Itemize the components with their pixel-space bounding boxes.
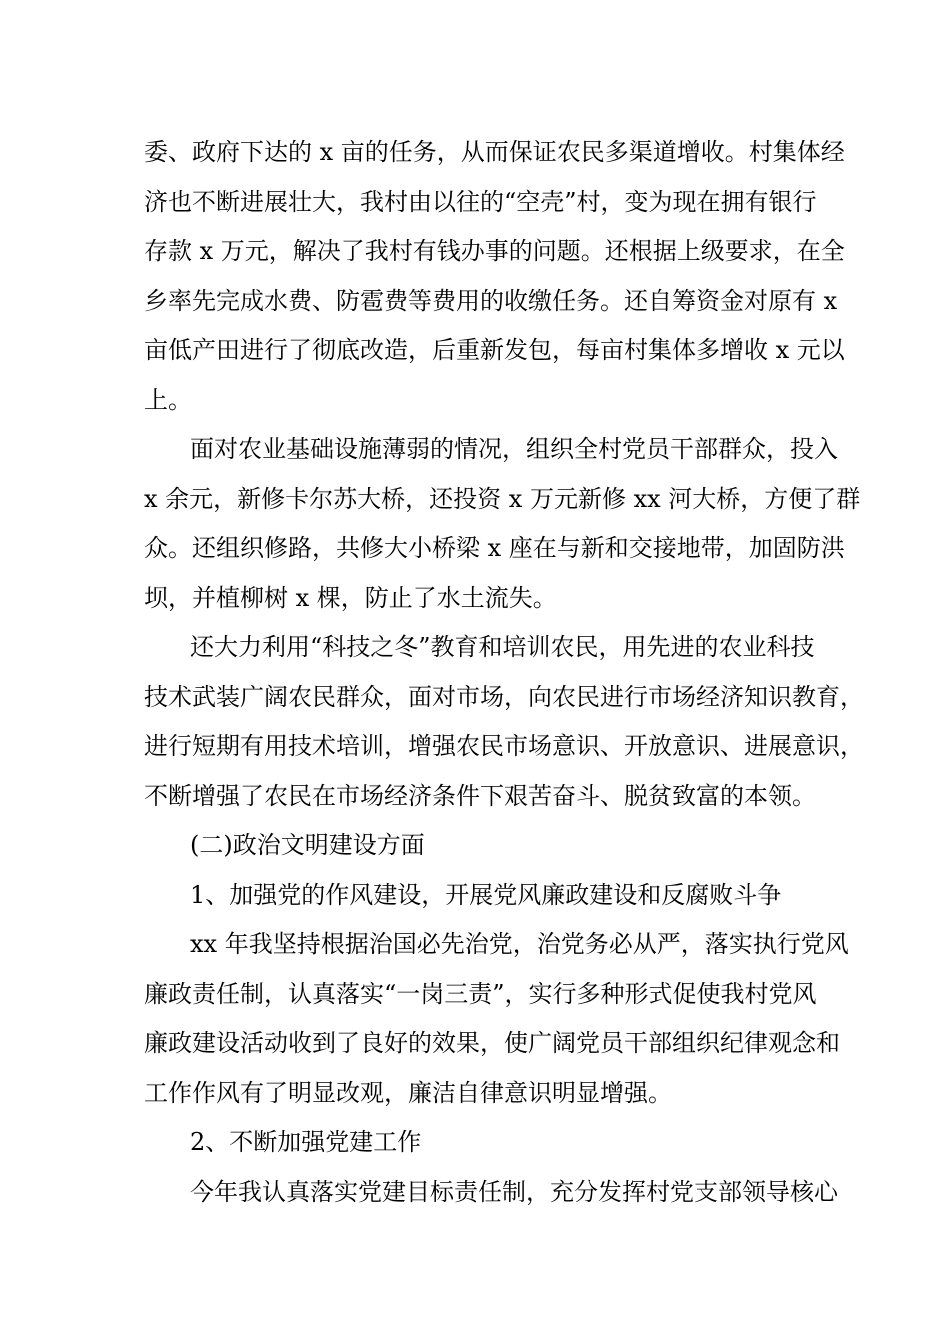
text-line: 亩低产田进行了彻底改造，后重新发包，每亩村集体多增收 x 元以 <box>144 336 845 364</box>
text-line: 上。 <box>144 385 192 414</box>
text-line: xx 年我坚持根据治国必先治党，治党务必从严，落实执行党风 <box>190 930 849 958</box>
text-line: x 余元，新修卡尔苏大桥，还投资 x 万元新修 xx 河大桥，方便了群 <box>144 484 861 513</box>
document-body <box>144 128 864 1217</box>
text-line: 乡率先完成水费、防雹费等费用的收缴任务。还自筹资金对原有 x <box>144 286 838 315</box>
text-line: 工作作风有了明显改观，廉洁自律意识明显增强。 <box>144 1078 672 1107</box>
text-line: 坝，并植柳树 x 棵，防止了水土流失。 <box>144 583 557 612</box>
text-line: 众。还组织修路，共修大小桥梁 x 座在与新和交接地带，加固防洪 <box>144 534 845 562</box>
text-line: 还大力利用“科技之冬”教育和培训农民，用先进的农业科技 <box>190 633 815 661</box>
text-line: 委、政府下达的 x 亩的任务，从而保证农民多渠道增收。村集体经 <box>144 138 845 166</box>
text-line: 济也不断进展壮大，我村由以往的“空壳”村，变为现在拥有银行 <box>144 187 817 216</box>
text-line: 1、加强党的作风建设，开展党风廉政建设和反腐败斗争 <box>190 880 782 909</box>
text-line: 2、不断加强党建工作 <box>190 1128 422 1156</box>
text-line: 进行短期有用技术培训，增强农民市场意识、开放意识、进展意识， <box>144 732 864 760</box>
text-line: 不断增强了农民在市场经济条件下艰苦奋斗、脱贫致富的本领。 <box>144 781 816 810</box>
text-line: (二)政治文明建设方面 <box>190 831 425 859</box>
text-line: 面对农业基础设施薄弱的情况，组织全村党员干部群众，投入 <box>190 435 838 463</box>
text-line: 今年我认真落实党建目标责任制，充分发挥村党支部领导核心 <box>190 1177 838 1206</box>
text-line: 廉政建设活动收到了良好的效果，使广阔党员干部组织纪律观念和 <box>144 1029 840 1057</box>
text-line: 存款 x 万元，解决了我村有钱办事的问题。还根据上级要求，在全 <box>144 237 845 265</box>
text-line: 技术武装广阔农民群众，面对市场，向农民进行市场经济知识教育， <box>144 682 864 711</box>
text-line: 廉政责任制，认真落实“一岗三责”，实行多种形式促使我村党风 <box>144 979 817 1008</box>
